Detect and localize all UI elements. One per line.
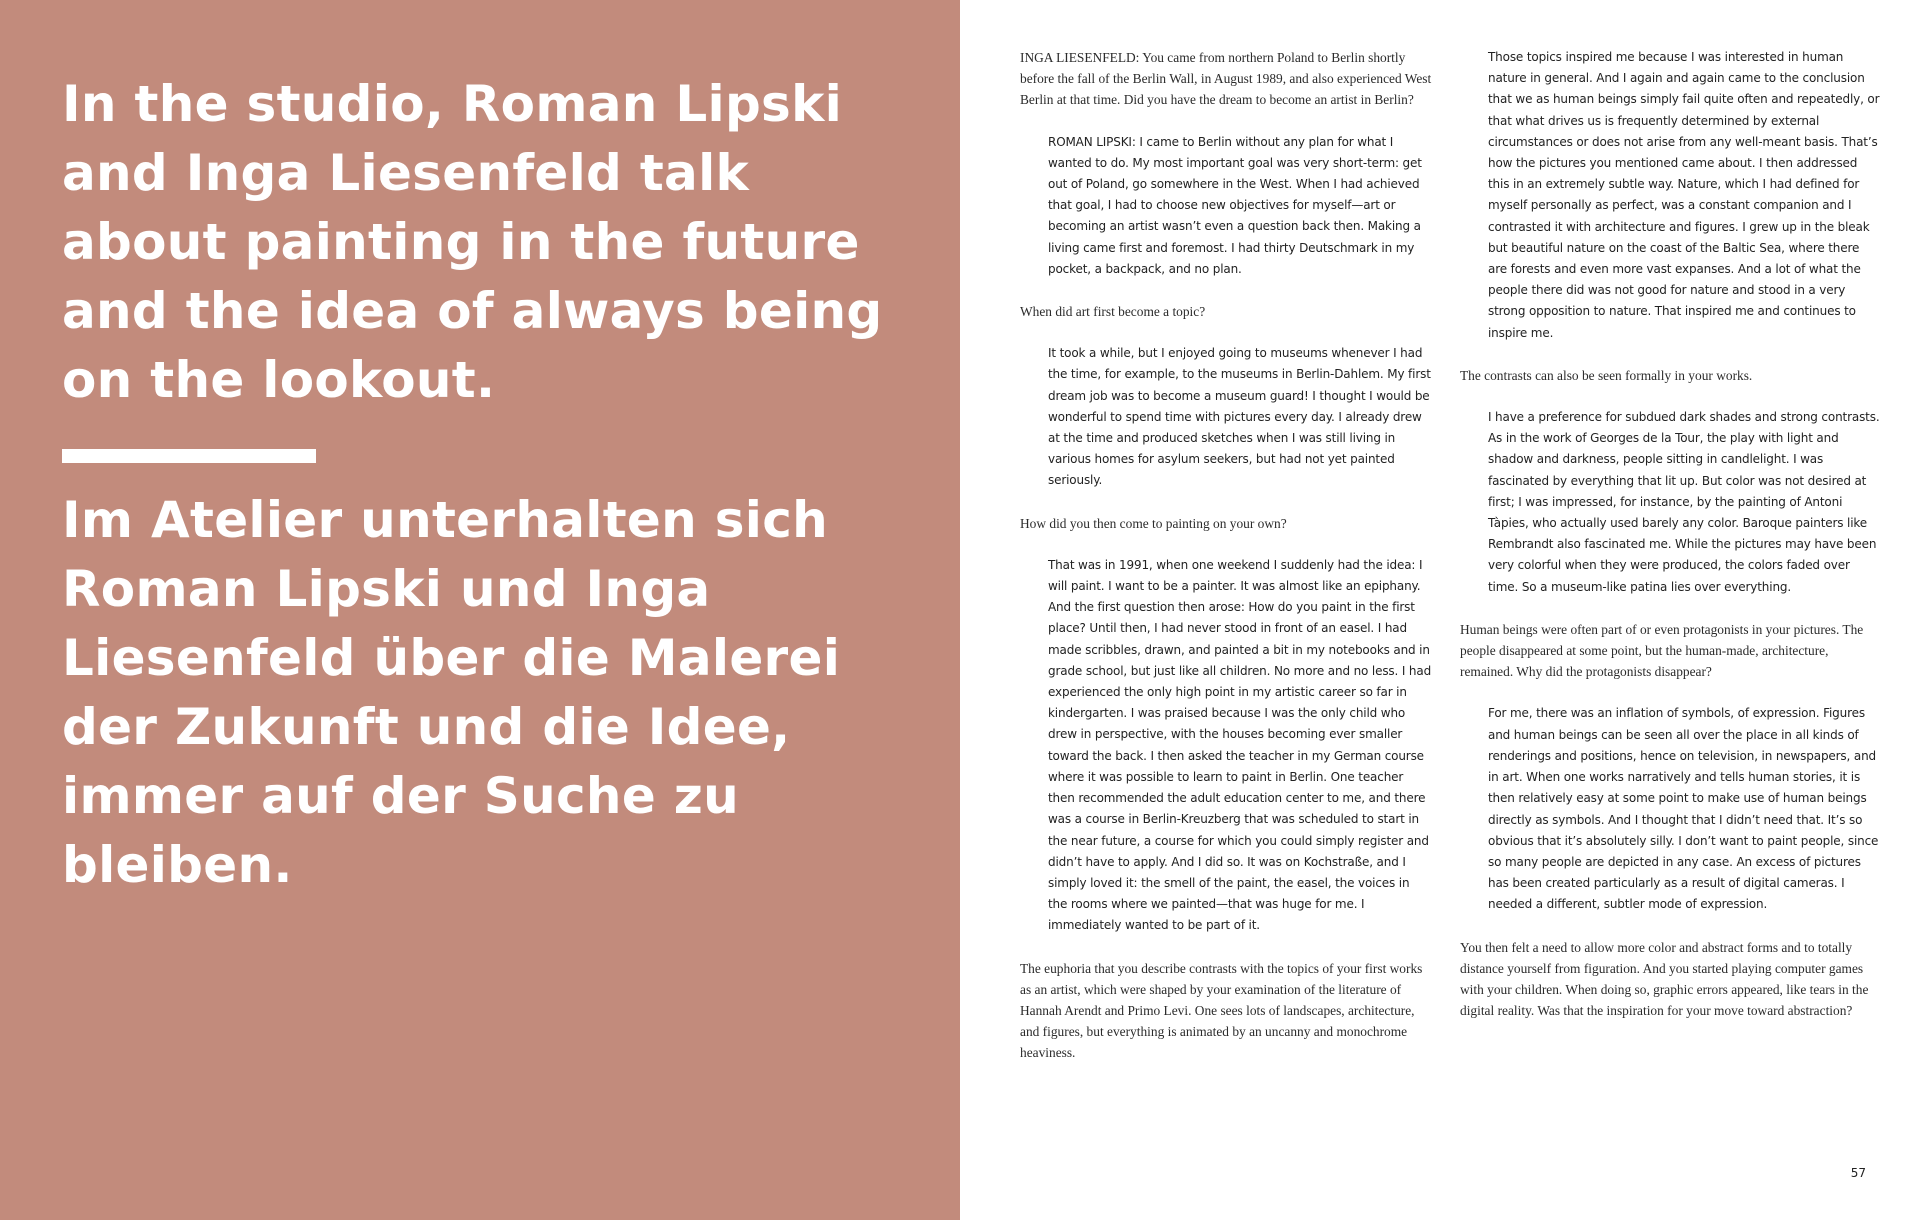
interview-question: You then felt a need to allow more color and abstract forms and to totally distance yourself from figuration. And you started playing computer games with your children. When doing so, graphic errors appeared, like tears in the digital reality. Was that the inspiration for your move toward abstraction? xyxy=(1460,939,1869,1019)
interview-question: When did art first become a topic? xyxy=(1020,304,1206,320)
interview-answer: I have a preference for subdued dark shades and strong contrasts. As in the work of Georges de la Tour, the play with light and shadow and darkness, people sitting in candlelight. I was fascinated by everything that lit up. But color was not desired at first; I was impressed, for instance, by the painting of Antoni Tàpies, who actually used barely any color. Baroque painters like Rembrandt also fascinated me. While the pictures may have been very colorful when they were produced, the colors faded over time. So a museum-like patina lies over everything. xyxy=(1488,410,1880,594)
headline-german: Im Atelier unterhalten sich Roman Lipski und Inga Liesenfeld über die Malerei der Zukunft und die Idee, immer auf der Suche zu bleiben. xyxy=(62,491,841,894)
interview-question: How did you then come to painting on your own? xyxy=(1020,515,1287,531)
interview-answer: It took a while, but I enjoyed going to museums whenever I had the time, for example, to the museums in Berlin-Dahlem. My first dream job was to become a museum guard! I thought I would be wonderful to spend time with pictures every day. I already drew at the time and produced sketches when I was still living in various homes for asylum seekers, but had not yet painted seriously. xyxy=(1048,346,1431,488)
interview-answer: Those topics inspired me because I was interested in human nature in general. And I again and again came to the conclusion that we as human beings simply fail quite often and repeatedly, or that what drives us is frequently determined by external circumstances or does not arise from any well-meant basis. That’s how the pictures you mentioned came about. I then addressed this in an extremely subtle way. Nature, which I had defined for myself personally as perfect, was a constant companion and I contrasted it with architecture and figures. I grew up in the bleak but beautiful nature on the coast of the Baltic Sea, where there are forests and even more vast expanses. And a lot of what the people there did was not good for nature and stood in a very strong opposition to nature. That inspired me and continues to inspire me. xyxy=(1488,50,1880,340)
right-page-interview xyxy=(960,0,1920,1220)
headline-english: In the studio, Roman Lipski and Inga Liesenfeld talk about painting in the future and the idea of always being on the lookout. xyxy=(62,75,883,409)
page-number: 57 xyxy=(1850,1166,1866,1180)
interview-column-left xyxy=(1020,47,1432,1085)
interview-question: Human beings were often part of or even protagonists in your pictures. The people disappeared at some point, but the human-made, architecture, remained. Why did the protagonists disappear? xyxy=(1460,621,1864,680)
interview-column-right xyxy=(1460,47,1880,1042)
divider-bar xyxy=(62,449,316,463)
interview-question: The euphoria that you describe contrasts with the topics of your first works as an artist, which were shaped by your examination of the literature of Hannah Arendt and Primo Levi. One sees lots of landscapes, architecture, and figures, but everything is animated by an uncanny and monochrome heaviness. xyxy=(1020,960,1423,1061)
interview-answer: That was in 1991, when one weekend I suddenly had the idea: I will paint. I want to be a painter. It was almost like an epiphany. And the first question then arose: How do you paint in the first place? Until then, I had never stood in front of an easel. I had made scribbles, drawn, and painted a bit in my notebooks and in grade school, but just like all children. No more and no less. I had experienced the only high point in my artistic career so far in kindergarten. I was praised because I was the only child who drew in perspective, with the houses becoming ever smaller toward the back. I then asked the teacher in my German course where it was possible to learn to paint in Berlin. One teacher then recommended the adult education center to me, and there was a course in Berlin-Kreuzberg that was scheduled to start in the near future, a course for which you could simply register and didn’t have to apply. And I did so. It was on Kochstraße, and I simply loved it: the smell of the paint, the easel, the voices in the rooms where we painted—that was huge for me. I immediately wanted to be part of it. xyxy=(1048,557,1432,933)
interview-answer: ROMAN LIPSKI: I came to Berlin without any plan for what I wanted to do. My most important goal was very short-term: get out of Poland, go somewhere in the West. When I had achieved that goal, I had to choose new objectives for myself—art or becoming an artist wasn’t even a question back then. Making a living came first and foremost. I had thirty Deutschmark in my pocket, a backpack, and no plan. xyxy=(1048,134,1422,276)
interview-question: The contrasts can also be seen formally in your works. xyxy=(1460,367,1753,383)
interview-question: INGA LIESENFELD: You came from northern Poland to Berlin shortly before the fall of the Berlin Wall, in August 1989, and also experienced West Berlin at that time. Did you have the dream to become an artist in Berlin? xyxy=(1020,50,1432,108)
interview-answer: For me, there was an inflation of symbols, of expression. Figures and human beings can be seen all over the place in all kinds of renderings and positions, hence on television, in newspapers, and in art. When one works narratively and tells human stories, it is then relatively easy at some point to make use of human beings directly as symbols. And I thought that I didn’t need that. It’s so obvious that it’s absolutely silly. I don’t want to paint people, since so many people are depicted in any case. An excess of pictures has been created particularly as a result of digital cameras. I needed a different, subtler mode of expression. xyxy=(1488,706,1879,912)
